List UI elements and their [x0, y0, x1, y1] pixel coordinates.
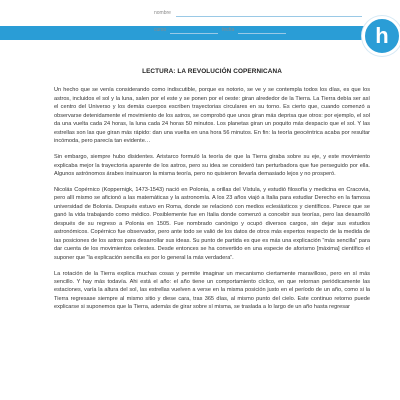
- student-fields: [154, 8, 364, 42]
- course-label: curso: [154, 27, 167, 33]
- subject-label: historia • 8º básico: [6, 54, 72, 63]
- name-label: nombre: [154, 10, 171, 16]
- paragraph-4: La rotación de la Tierra explica muchas cosas y permite imaginar un mecanismo ciertamente maravilloso, pero en sí más sencillo. Y hay más todavía. Ahi está el año: el año tiene un comportamiento cíclico, en que retornan periódicamente las estaciones, varía la altura del sol, las estrellas vuelven a verse en la misma posición justo en el período de un año, como si la Tierra regresase siempre al mismo sitio y diese cara, tras 365 días, al mismo punto del cielo. Este continuo retorno puede explicarse si suponemos que la Tierra, además de girar sobre sí misma, se traslada a lo largo de un año hasta regresar: [54, 270, 370, 311]
- course-date-row: [154, 25, 364, 36]
- name-input-line[interactable]: [176, 16, 362, 17]
- date-input-line[interactable]: [238, 33, 286, 34]
- history-logo-icon: h: [362, 16, 400, 56]
- date-label: fecha: [222, 27, 235, 33]
- reading-title: LECTURA: LA REVOLUCIÓN COPERNICANA: [142, 68, 282, 75]
- paragraph-1: Un hecho que se venía considerando como indiscutible, porque es notorio, se ve y se contempla todos los días, es que los astros, incluidos el sol y la luna, salen por el este y se ponen por el oeste: giran alrededor de la Tierra. La Tierra debía ser así el centro del Universo y los demás cuerpos escriben trayectorias circulares en su torno. Es cierto que, cuando comenzó a observarse detenidamente el movimiento de los astros, se comprobó que unos giran más deprisa que otros: por ejemplo, el sol da una vuelta cada 24 horas, la luna cada 24 horas 50 minutos. Los planetas giran un poquito más despacio que el sol. Y las estrellas son las que giran más rápido: dan una vuelta en una hora 56 minutos. En fin: la teoría geocéntrica acaba por resultar incómoda, pero parecía tan evidente…: [54, 87, 370, 145]
- paragraph-3: Nicolás Copérnico (Koppernigk, 1473-1543) nació en Polonia, a orillas del Vístula, y estudió filosofía y medicina en Cracovia, pero allí mismo se aficionó a las matemáticas y la astronomía. A los 23 años viajó a Italia para estudiar Derecho en la famosa universidad de Bolonia. Después estuvo en Roma, donde se relacionó con medios eclesiásticos y científicos. Parece que se ganó la vida trabajando como médico. Posiblemente fue en Italia donde comenzó a concebir sus teorías, pero las desarrolló después de su regreso a Polonia en 1505. Fue nombrado canónigo y ocupó diversos cargos, sin dejar sus estudios astronómicos. Copérnico fue observador, pero ante todo se valió de los datos de otros más expertos respecto de la medida de las posiciones de los astros para desarrollar sus ideas. Su punto de partida es que es más una explicación “más sencilla” para dar cuenta de los movimientos celestes. Desde entonces se ha convertido en una especie de aforismo [máxima] científico el suponer que “la explicación sencilla es por lo general la más verdadera”.: [54, 186, 370, 261]
- paragraph-2: Sin embargo, siempre hubo disidentes. Aristarco formuló la teoría de que la Tierra giraba sobre su eje, y este movimiento explicaba mejor la trayectoria aparente de los astros, pero su idea se consideró tan perturbadora que fue perseguido por ella. Algunos astrónomos árabes insinuaron la misma teoría, pero no quisieron llevarla demasiado lejos y no prosperó.: [54, 154, 370, 178]
- name-field-row: [154, 8, 364, 19]
- course-input-line[interactable]: [170, 33, 218, 34]
- header-banner: [0, 0, 400, 63]
- reading-body: [54, 68, 370, 319]
